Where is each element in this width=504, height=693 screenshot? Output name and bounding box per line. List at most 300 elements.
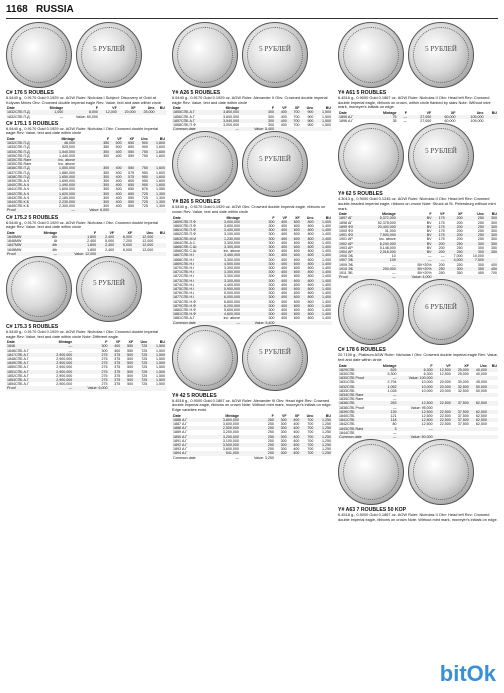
- table-header-cell: F: [106, 136, 110, 141]
- table-cell: 3,000,000: [223, 123, 240, 127]
- table-cell: 1,400: [315, 245, 332, 249]
- table-cell: 40,000: [470, 368, 488, 372]
- table-cell: 37,500: [452, 418, 470, 422]
- table-cell: 2,400: [105, 247, 115, 252]
- table-cell: 1880СПБ Н.Ф: [173, 308, 196, 313]
- table-cell: 400: [110, 150, 122, 154]
- table-header-cell: Mintage: [43, 230, 58, 235]
- table-cell: —: [397, 427, 433, 431]
- table-cell: 250: [267, 438, 274, 443]
- table-cell: BV: [397, 216, 433, 220]
- table-cell: [121, 386, 134, 390]
- coin-legend: 6 РУБЛЕЙ: [425, 302, 457, 311]
- table-cell: 37,500: [457, 414, 469, 419]
- entry-description: 6.5440 g., 0.9170 Gold 0.1929 oz. AGW Ruler: Nicholas I Obv: Crowned double imperial eagle Rev: Value, text and date within circle: [6, 219, 159, 230]
- table-cell: 400: [281, 291, 288, 296]
- table-cell: 300: [464, 250, 485, 254]
- table-cell: 4,500,000: [212, 262, 241, 266]
- table-cell: 200: [456, 228, 463, 233]
- table-cell: 3,200,000: [222, 430, 239, 435]
- table-cell: 1881СПБ Н.Ф: [172, 312, 212, 316]
- coin-entry: [172, 131, 332, 324]
- table-cell: 6,000: [115, 243, 133, 247]
- table-cell: 1,250: [322, 438, 331, 443]
- table-cell: 300: [241, 228, 276, 232]
- table-cell: 3,450,000: [212, 253, 241, 257]
- table-cell: 1,400: [315, 304, 332, 308]
- table-cell: 175: [433, 225, 446, 229]
- table-cell: 12,500: [421, 422, 433, 427]
- table-cell: 12,000: [133, 243, 154, 247]
- table-cell: 300: [241, 262, 276, 266]
- table-cell: 6,300: [423, 372, 433, 377]
- table-header-cell: F: [95, 106, 98, 111]
- table-cell: 22,500: [439, 422, 451, 427]
- table-cell: 2,900,000: [56, 373, 73, 378]
- table-cell: 800: [301, 295, 315, 299]
- price-table: [338, 111, 498, 124]
- table-cell: 1,600: [149, 166, 166, 170]
- table-cell: 3,300,000: [224, 257, 241, 262]
- table-header-cell: XF: [128, 340, 134, 345]
- table-cell: 1,880,000: [59, 170, 76, 175]
- table-cell: 300: [491, 237, 497, 242]
- table-cell: 300: [464, 242, 485, 246]
- table-cell: 37,500: [452, 401, 470, 405]
- table-cell: 300: [268, 114, 275, 119]
- coin-legend: 5 РУБЛЕЙ: [425, 146, 457, 155]
- table-header-cell: XF: [127, 230, 133, 235]
- table-cell: 300: [485, 216, 498, 220]
- table-cell: 1839СПБ: [338, 410, 376, 414]
- table-cell: Proof: [6, 386, 44, 390]
- table-cell: 550: [127, 348, 134, 353]
- table-cell: 1895 А.Г: [338, 115, 369, 119]
- table-header-cell: VF: [117, 136, 122, 141]
- table-cell: 1907 ЭБ: [338, 258, 364, 262]
- table-cell: 62,500: [475, 422, 487, 427]
- table-cell: 1846СПБ А.Г: [7, 348, 29, 353]
- table-cell: 1,400: [315, 253, 332, 257]
- table-cell: 725: [134, 353, 148, 357]
- table-cell: 1,400: [322, 249, 331, 254]
- table-cell: 200: [456, 220, 463, 225]
- table-cell: 3: [376, 427, 398, 431]
- table-cell: 1856СПБ А.Г: [173, 114, 195, 119]
- table-cell: 400: [275, 119, 288, 123]
- table-cell: 5,600,000: [224, 308, 241, 313]
- table-cell: 650: [123, 141, 135, 145]
- table-cell: 1,400: [315, 295, 332, 299]
- table-cell: 35: [392, 119, 397, 124]
- table-cell: 50,000: [475, 388, 487, 393]
- coin-entry: [338, 123, 498, 279]
- table-cell: [99, 115, 118, 119]
- table-cell: 400: [276, 228, 289, 232]
- table-cell: 1849СПБ А.Г: [6, 361, 44, 365]
- table-cell: [118, 115, 137, 119]
- table-header-cell: Mintage: [225, 106, 240, 111]
- table-cell: 350: [456, 271, 463, 276]
- table-cell: 800: [301, 262, 315, 266]
- table-cell: —: [376, 435, 398, 439]
- table-cell: 400: [293, 447, 300, 452]
- table-cell: 1868СПБ Н.І: [173, 257, 195, 262]
- table-cell: 275: [101, 382, 108, 387]
- table-cell: 350: [485, 250, 498, 254]
- table-cell: 350: [76, 141, 110, 145]
- table-cell: 1,250: [314, 435, 332, 439]
- table-cell: 575: [123, 175, 135, 179]
- table-cell: 175: [438, 220, 445, 225]
- table-cell: 300: [485, 233, 498, 237]
- table-cell: 1876СПБ Н.І: [173, 291, 195, 296]
- table-cell: 1901 ФЗ: [338, 233, 364, 237]
- table-cell: 1896 А.Г: [339, 119, 354, 124]
- table-cell: 2,900,000: [44, 361, 73, 365]
- table-cell: 1910 ЭБ: [338, 267, 364, 271]
- table-cell: 1889 А.Г: [173, 430, 188, 435]
- table-cell: 1906 ЭБ: [339, 254, 353, 259]
- table-cell: 105,000: [470, 119, 484, 124]
- table-cell: 300: [103, 170, 110, 175]
- table-cell: 500: [127, 382, 134, 387]
- table-cell: 1,400: [315, 287, 332, 291]
- table-cell: 300: [491, 220, 497, 225]
- table-cell: 200: [446, 233, 464, 237]
- table-cell: 1909 ЭБ: [339, 262, 353, 267]
- table-cell: 1,400: [322, 257, 331, 262]
- table-cell: 300: [240, 110, 275, 114]
- table-cell: 900: [300, 119, 314, 123]
- table-cell: 1903 АР: [339, 245, 353, 250]
- table-header-cell: Date: [339, 363, 347, 368]
- table-cell: 6,240,000: [364, 242, 397, 246]
- table-cell: 300: [241, 237, 276, 241]
- table-cell: 725: [135, 200, 149, 204]
- table-cell: 1860СПБ П.Ф: [173, 224, 196, 228]
- table-header-cell: F: [272, 215, 275, 220]
- table-cell: 1,440,000: [59, 153, 76, 158]
- table-cell: 400: [276, 312, 289, 316]
- table-cell: 250: [438, 271, 445, 276]
- table-cell: 500: [121, 370, 134, 374]
- table-cell: 250: [433, 267, 446, 271]
- table-header-cell: XF: [294, 106, 300, 111]
- table-cell: 250: [477, 220, 484, 225]
- entry-description: 6.4516 g., 0.9000 Gold 0.1867 oz. AGW Ruler: Alexander III Obv: Head right Rev: Crowned double imperial eagle, ribbons on crown Note: Without mint mark, moneyer's initials on edge. Edge varieties exist.: [172, 397, 332, 413]
- table-cell: 250: [477, 228, 484, 233]
- table-cell: 45,000: [475, 380, 487, 385]
- table-cell: 600: [293, 308, 300, 313]
- table-cell: [135, 208, 149, 212]
- table-cell: 1,250: [314, 418, 332, 422]
- table-cell: 1829СПБ: [338, 368, 376, 372]
- table-cell: 1858СПБ П.Ф: [173, 123, 196, 127]
- table-cell: 300: [241, 312, 276, 316]
- table-cell: 1835СПБ Rare: [6, 158, 47, 162]
- table-cell: 3,100,000: [224, 232, 241, 237]
- table-cell: —: [212, 321, 241, 325]
- table-cell: 6,000: [123, 247, 133, 252]
- table-row: [172, 456, 332, 460]
- table-cell: —: [433, 258, 446, 262]
- table-cell: 4th: [52, 247, 58, 252]
- table-cell: 1,400: [315, 237, 332, 241]
- table-cell: 350: [103, 145, 110, 150]
- table-cell: 600: [293, 240, 300, 245]
- table-cell: 600: [293, 257, 300, 262]
- table-cell: 600: [293, 224, 300, 228]
- table-cell: [300, 456, 314, 460]
- table-cell: 250: [456, 262, 463, 267]
- table-cell: 250: [240, 443, 275, 447]
- table-header-cell: Date: [339, 212, 347, 217]
- table-cell: 1,400: [322, 232, 331, 237]
- table-cell: 300: [76, 192, 110, 196]
- table-cell: 650: [128, 187, 135, 192]
- coin-obverse-image: [338, 439, 404, 505]
- table-cell: 2,230,000: [47, 200, 76, 204]
- table-cell: 400: [491, 262, 497, 267]
- table-cell: 4,400,000: [224, 282, 241, 287]
- table-cell: 7,500,000: [364, 233, 397, 237]
- entry-description: 6.5440 g., 0.9170 Gold 0.1929 oz. AGW Ruler: Nicholas I Obv: Crowned double imperial eagle Rev: Value, text and date within circle Note: Different eagle.: [6, 329, 159, 339]
- table-cell: 400: [110, 183, 122, 187]
- table-cell: 62,500: [475, 414, 487, 419]
- table-cell: 37,500: [457, 422, 469, 427]
- table-cell: 1,400: [315, 262, 332, 266]
- table-cell: 600: [293, 299, 300, 304]
- table-cell: Value: 50,000: [397, 435, 433, 439]
- table-cell: 1830СПБ: [339, 372, 355, 377]
- table-cell: 300: [76, 175, 110, 179]
- table-header-cell: Date: [7, 136, 15, 141]
- table-cell: 200,000: [364, 267, 397, 271]
- table-cell: Common date: [172, 321, 212, 325]
- table-cell: 725: [141, 195, 148, 200]
- table-cell: 250: [456, 245, 463, 250]
- table-cell: 3,300,000: [212, 270, 241, 274]
- table-cell: Value: 4,000: [397, 275, 433, 279]
- table-header-cell: Date: [7, 106, 15, 111]
- table-cell: 800: [301, 304, 315, 308]
- table-cell: 400: [281, 257, 288, 262]
- table-cell: 1,400: [315, 228, 332, 232]
- table-cell: 676: [141, 187, 148, 192]
- table-cell: 22,500: [434, 401, 452, 405]
- table-cell: 1854СПБ А.Г: [7, 382, 29, 387]
- table-cell: 1,620,000: [47, 192, 76, 196]
- table-cell: 1,600: [149, 175, 166, 179]
- column-right: [338, 22, 498, 523]
- table-cell: Common date: [172, 127, 212, 131]
- table-cell: 5,000: [105, 239, 115, 244]
- table-cell: 350: [491, 245, 497, 250]
- table-cell: 300: [76, 183, 110, 187]
- table-cell: 400: [276, 237, 289, 241]
- table-cell: inc. above: [223, 249, 241, 254]
- table-cell: 725: [134, 370, 148, 374]
- table-cell: 22,500: [434, 410, 452, 414]
- table-cell: [108, 386, 121, 390]
- entry-title: Y# 42 5 ROUBLES: [172, 392, 217, 399]
- table-cell: [123, 208, 135, 212]
- table-cell: 375: [108, 370, 121, 374]
- table-cell: [149, 208, 166, 212]
- table-cell: 1836СПБ П.Д: [6, 166, 47, 170]
- table-cell: 400: [108, 344, 121, 348]
- table-cell: 800: [307, 308, 314, 313]
- table-cell: 450: [485, 267, 498, 271]
- table-cell: 400: [281, 282, 288, 287]
- table-cell: Value: 5,400: [241, 321, 276, 325]
- table-cell: 118: [376, 418, 398, 422]
- table-cell: 1847СПБ А.Г: [6, 353, 44, 357]
- table-cell: —: [376, 376, 398, 380]
- table-header-cell: Unc: [306, 215, 314, 220]
- table-cell: 650: [128, 145, 135, 150]
- table-cell: 550: [121, 344, 134, 348]
- table-cell: 300: [275, 443, 288, 447]
- table-header-cell: XF: [450, 110, 456, 115]
- table-cell: Value: 6,000: [76, 208, 110, 212]
- table-cell: 400: [110, 175, 122, 179]
- table-cell: 1,690,000: [59, 179, 76, 184]
- table-cell: 1859СПБ П.Ф: [172, 220, 212, 224]
- table-cell: 1864СПБ А.С: [173, 240, 196, 245]
- table-cell: 600: [288, 245, 301, 249]
- table-cell: 625: [376, 368, 398, 372]
- coin-obverse-image: [172, 22, 238, 88]
- table-cell: 900: [307, 114, 314, 119]
- table-cell: [275, 456, 288, 460]
- table-cell: 300: [275, 426, 288, 430]
- table-header-cell: Unc: [476, 110, 484, 115]
- table-row: [6, 115, 166, 119]
- table-cell: —: [364, 275, 397, 279]
- table-cell: 1,600: [156, 145, 165, 150]
- table-cell: 550: [123, 200, 135, 204]
- table-cell: 375: [114, 373, 121, 378]
- table-cell: 300: [268, 224, 275, 228]
- table-cell: 3,600,000: [222, 447, 239, 452]
- table-cell: 1890 А.Г: [172, 435, 211, 439]
- table-cell: —: [392, 430, 397, 435]
- table-cell: 3,100,000: [222, 438, 239, 443]
- table-cell: —: [403, 119, 407, 124]
- coin-legend: 5 РУБЛЕЙ: [93, 279, 125, 288]
- table-cell: 600: [128, 179, 135, 184]
- table-cell: 2,400: [87, 239, 97, 244]
- table-cell: 22,500: [439, 414, 451, 419]
- table-cell: 400: [115, 204, 122, 209]
- coin-reverse-image: [408, 123, 474, 189]
- table-header-cell: XF: [464, 363, 469, 368]
- table-cell: 500: [115, 145, 122, 150]
- table-cell: 400: [281, 266, 288, 271]
- table-header-cell: F: [404, 110, 407, 115]
- table-cell: 1898 АГ: [339, 220, 353, 225]
- table-cell: 300: [103, 187, 110, 192]
- table-cell: 2,180,000: [59, 195, 76, 200]
- table-cell: 1848МW: [7, 247, 22, 252]
- coin-entry: [338, 22, 498, 123]
- table-cell: 275: [101, 357, 108, 362]
- table-cell: 1832СПБ: [338, 385, 376, 389]
- table-cell: 1891 А.Г: [173, 438, 188, 443]
- table-cell: 1834СПБ Rare: [338, 393, 376, 397]
- table-cell: 7,200: [123, 239, 133, 244]
- table-cell: 1832СПБ П.Д: [6, 110, 42, 114]
- table-cell: 500: [127, 373, 134, 378]
- table-row: [6, 386, 166, 390]
- table-cell: 400: [115, 179, 122, 184]
- table-cell: 700: [288, 110, 301, 114]
- table-cell: 900: [135, 141, 149, 145]
- table-cell: BV+20%: [397, 267, 433, 271]
- table-cell: 25,000: [452, 368, 470, 372]
- table-cell: 300: [268, 308, 275, 313]
- table-cell: 1,600: [156, 170, 165, 175]
- table-cell: Common date: [338, 435, 376, 439]
- country-title: RUSSIA: [36, 4, 74, 15]
- table-cell: 1842СПБ: [339, 422, 355, 427]
- table-cell: 275: [101, 373, 108, 378]
- table-cell: 6,000,000: [212, 295, 241, 299]
- coin-entry: [338, 279, 498, 439]
- table-cell: 1,800: [58, 235, 97, 239]
- table-cell: 300: [103, 153, 110, 158]
- table-cell: 1855СПБ А.Г: [172, 110, 212, 114]
- table-cell: 400: [281, 274, 288, 279]
- table-cell: 1,400: [322, 224, 331, 228]
- coin-entry: [338, 439, 498, 522]
- table-header-cell: VF: [112, 106, 117, 111]
- price-table: [6, 106, 166, 119]
- table-cell: 350: [485, 242, 498, 246]
- table-cell: 1874СПБ Н.І: [173, 282, 195, 287]
- table-cell: 2,300,000: [59, 204, 76, 209]
- coin-legend: 5 РУБЛЕЙ: [93, 45, 125, 54]
- table-cell: 1,250: [314, 451, 332, 455]
- table-cell: 950: [135, 175, 149, 179]
- table-cell: 1,400: [322, 282, 331, 287]
- table-cell: 300: [268, 316, 275, 321]
- table-cell: 1,250: [322, 447, 331, 452]
- table-cell: 1,230,000: [212, 237, 241, 241]
- table-cell: 1848СПБ А.Г: [7, 357, 29, 362]
- table-cell: 1,300: [156, 204, 165, 209]
- table-cell: 250: [464, 225, 485, 229]
- table-cell: 1,500: [314, 119, 332, 123]
- table-cell: 250: [267, 430, 274, 435]
- table-cell: 400: [276, 270, 289, 274]
- table-cell: 1,600: [156, 179, 165, 184]
- table-cell: BV: [397, 225, 433, 229]
- table-cell: 1,400: [315, 312, 332, 316]
- table-cell: 300: [241, 245, 276, 249]
- table-cell: 1,500: [148, 370, 166, 374]
- table-cell: 32,500: [452, 385, 470, 389]
- table-cell: 3,800,000: [212, 110, 241, 114]
- table-cell: 300: [241, 295, 276, 299]
- table-cell: 300: [241, 304, 276, 308]
- table-cell: 300: [268, 299, 275, 304]
- table-cell: 1,400: [322, 308, 331, 313]
- watermark-logo: bitOk: [439, 661, 496, 686]
- table-cell: 60,000: [432, 115, 456, 119]
